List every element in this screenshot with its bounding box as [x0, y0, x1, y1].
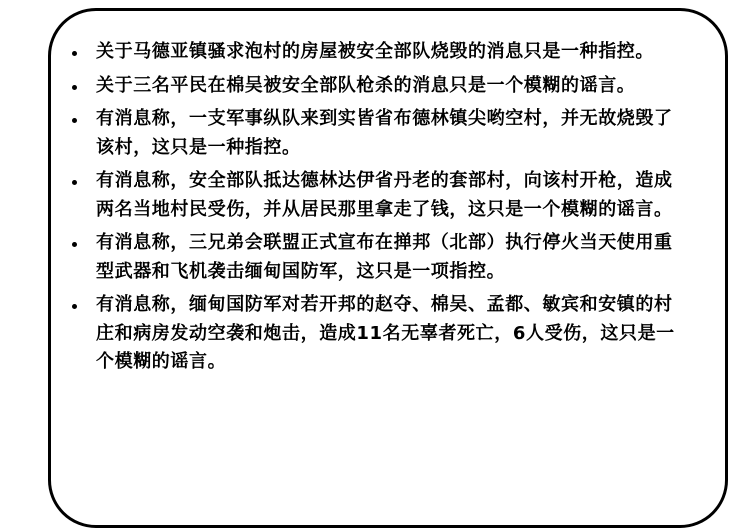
list-item-text: 关于三名平民在棉吴被安全部队枪杀的消息只是一个模糊的谣言。 [96, 74, 636, 96]
bullet-list [70, 38, 690, 382]
list-item [70, 105, 690, 162]
bullet-icon [72, 118, 77, 123]
bullet-icon [72, 51, 77, 56]
bullet-icon [72, 304, 77, 309]
list-item-text: 有消息称，一支军事纵队来到实皆省布德林镇尖哟空村，并无故烧毁了该村，这只是一种指控。 [96, 108, 673, 158]
list-item [70, 38, 690, 67]
list-item [70, 229, 690, 286]
list-item-text: 有消息称，安全部队抵达德林达伊省丹老的套部村，向该村开枪，造成两名当地村民受伤，并从居民那里拿走了钱，这只是一个模糊的谣言。 [96, 170, 673, 220]
list-item [70, 291, 690, 377]
bullet-icon [72, 85, 77, 90]
list-item [70, 72, 690, 101]
list-item-text: 关于马德亚镇骚求泡村的房屋被安全部队烧毁的消息只是一种指控。 [96, 41, 654, 62]
list-item-text: 有消息称，缅甸国防军对若开邦的赵夺、棉吴、孟都、敏宾和安镇的村庄和病房发动空袭和炮击，造成11名无辜者死亡，6人受伤，这只是一个模糊的谣言。 [96, 294, 675, 372]
list-item [70, 167, 690, 224]
bullet-icon [72, 180, 77, 185]
bullet-icon [72, 242, 77, 247]
list-item-text: 有消息称，三兄弟会联盟正式宣布在掸邦（北部）执行停火当天使用重型武器和飞机袭击缅甸国防军，这只是一项指控。 [96, 232, 673, 282]
